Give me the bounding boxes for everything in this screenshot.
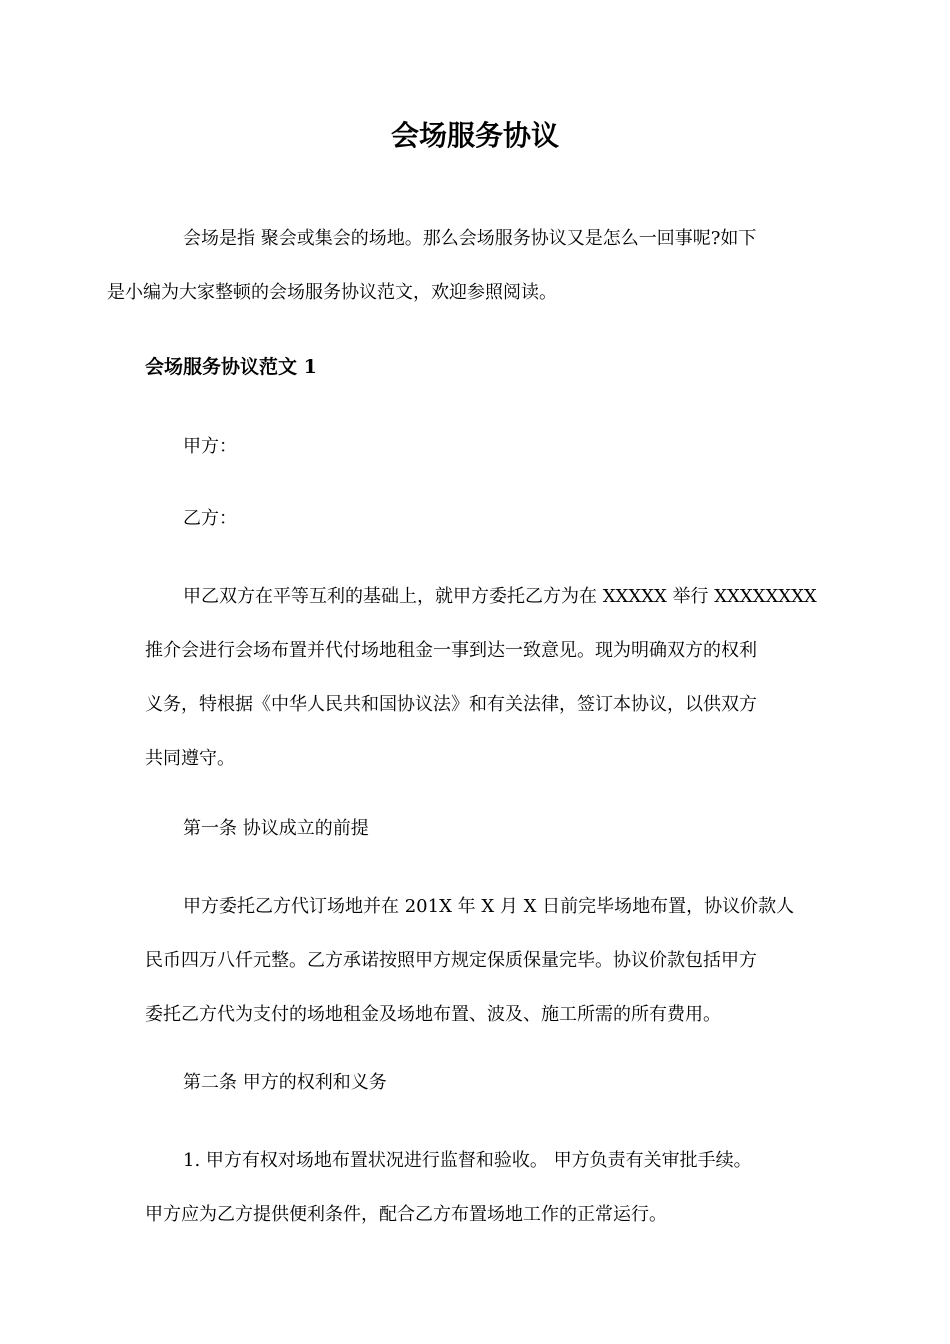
intro-paragraph xyxy=(107,212,805,320)
agreement-line-2: 推介会进行会场布置并代付场地租金一事到达一致意见。现为明确双方的权利 xyxy=(145,640,757,661)
article-2-item-1-line-1: 1. 甲方有权对场地布置状况进行监督和验收。 甲方负责有关审批手续。 xyxy=(183,1150,752,1171)
intro-line-1: 会场是指 聚会或集会的场地。那么会场服务协议又是怎么一回事呢?如下 xyxy=(183,228,757,249)
agreement-line-1: 甲乙双方在平等互利的基础上，就甲方委托乙方为在 XXXXX 举行 XXXXXXXX xyxy=(183,586,817,607)
article-1-line-2: 民币四万八仟元整。乙方承诺按照甲方规定保质保量完毕。协议价款包括甲方 xyxy=(145,950,757,971)
document-title: 会场服务协议 xyxy=(390,119,559,152)
article-1-paragraph xyxy=(145,880,805,1042)
article-2-item-1 xyxy=(145,1134,805,1242)
article-2-title: 第二条 甲方的权利和义务 xyxy=(183,1072,387,1093)
article-1-title: 第一条 协议成立的前提 xyxy=(183,818,369,839)
article-1-line-1: 甲方委托乙方代订场地并在 201X 年 X 月 X 日前完毕场地布置，协议价款人 xyxy=(183,896,795,917)
section-heading: 会场服务协议范文 1 xyxy=(145,356,317,378)
party-b-line: 乙方： xyxy=(183,508,237,529)
article-1-line-3: 委托乙方代为支付的场地租金及场地布置、波及、施工所需的所有费用。 xyxy=(145,1004,721,1025)
intro-line-2: 是小编为大家整顿的会场服务协议范文，欢迎参照阅读。 xyxy=(107,282,557,303)
party-a-line: 甲方： xyxy=(183,436,237,457)
agreement-paragraph xyxy=(145,570,817,786)
agreement-line-3: 义务，特根据《中华人民共和国协议法》和有关法律，签订本协议，以供双方 xyxy=(145,694,757,715)
article-2-item-1-line-2: 甲方应为乙方提供便利条件，配合乙方布置场地工作的正常运行。 xyxy=(145,1204,667,1225)
agreement-line-4: 共同遵守。 xyxy=(145,748,235,769)
